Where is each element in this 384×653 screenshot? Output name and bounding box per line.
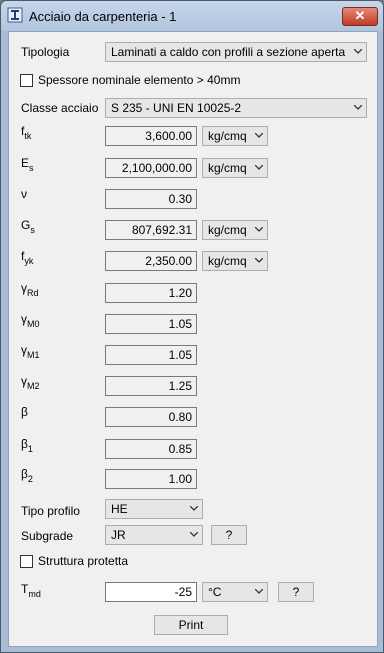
tmd-label [21,582,41,599]
unit-value: kg/cmq [208,254,247,268]
unit-select[interactable] [202,126,268,146]
title-bar[interactable] [1,1,383,31]
param-label [21,187,27,201]
param-value-field[interactable]: 2,100,000.00 [105,158,197,178]
tipologia-select[interactable] [105,42,367,62]
param-subscript: 1 [27,444,33,454]
tmd-symbol: T [21,582,29,596]
param-value-field[interactable]: 2,350.00 [105,251,197,271]
param-subscript: tk [24,131,32,141]
param-label [21,124,32,141]
param-value-field[interactable]: 3,600.00 [105,126,197,146]
unit-value: kg/cmq [208,161,247,175]
chevron-down-icon [354,105,362,111]
param-value-field[interactable]: 0.80 [105,407,197,427]
param-label [21,312,40,329]
param-symbol: β [21,405,28,419]
param-label [21,281,39,298]
param-value-field[interactable]: 807,692.31 [105,220,197,240]
tmd-unit-value: °C [208,585,222,599]
param-subscript: yk [24,256,34,266]
unit-select[interactable] [202,251,268,271]
tipologia-value: Laminati a caldo con profili a sezione aperta [111,45,346,59]
param-subscript: Rd [27,288,39,298]
chevron-down-icon [255,258,263,264]
param-subscript: 2 [27,474,33,484]
spessore-label: Spessore nominale elemento > 40mm [38,73,241,87]
unit-value: kg/cmq [208,223,247,237]
param-label [21,405,28,419]
param-symbol: γ [21,374,27,388]
spessore-checkbox[interactable] [20,74,33,87]
chevron-down-icon [190,532,198,538]
param-symbol: f [21,249,25,263]
param-subscript: M0 [27,319,40,329]
tipologia-label: Tipologia [21,45,70,59]
param-value-field[interactable]: 1.05 [105,345,197,365]
subgrade-help-button[interactable]: ? [211,525,247,545]
param-label [21,218,35,235]
param-value-field[interactable]: 1.05 [105,314,197,334]
param-label [21,467,33,484]
tipo-profilo-select[interactable] [105,499,203,519]
print-button[interactable]: Print [154,615,228,635]
param-label [21,343,40,360]
param-value-field[interactable]: 0.85 [105,439,197,459]
steel-beam-icon [7,7,23,23]
param-symbol: ν [21,187,27,201]
param-subscript: M2 [27,381,40,391]
chevron-down-icon [255,133,263,139]
unit-select[interactable] [202,158,268,178]
param-value-field[interactable]: 1.00 [105,469,197,489]
subgrade-select[interactable] [105,525,203,545]
param-symbol: γ [21,281,27,295]
param-value-field[interactable]: 1.20 [105,283,197,303]
tmd-unit-select[interactable] [202,582,268,602]
param-label [21,437,33,454]
close-button[interactable] [342,7,378,26]
classe-value: S 235 - UNI EN 10025-2 [111,101,242,115]
chevron-down-icon [190,506,198,512]
param-label [21,374,40,391]
param-symbol: G [21,218,31,232]
subgrade-label: Subgrade [21,529,74,543]
tmd-input[interactable]: -25 [105,582,197,602]
param-label [21,249,34,266]
param-symbol: β [21,437,28,451]
param-symbol: E [21,156,30,170]
subgrade-value: JR [111,528,126,542]
struttura-protetta-label: Struttura protetta [38,554,129,568]
param-value-field[interactable]: 1.25 [105,376,197,396]
classe-select[interactable] [105,98,367,118]
chevron-down-icon [354,49,362,55]
param-value-field[interactable]: 0.30 [105,189,197,209]
chevron-down-icon [255,589,263,595]
param-symbol: β [21,467,28,481]
close-icon: ✕ [354,8,366,23]
tmd-subscript: md [28,589,41,599]
param-label [21,156,34,173]
tmd-help-button[interactable]: ? [278,582,314,602]
param-subscript: s [29,163,34,173]
dialog-content [8,31,378,647]
struttura-protetta-checkbox[interactable] [20,555,33,568]
param-symbol: γ [21,312,27,326]
classe-label: Classe acciaio [21,101,99,115]
param-subscript: s [30,225,35,235]
param-symbol: γ [21,343,27,357]
unit-value: kg/cmq [208,129,247,143]
chevron-down-icon [255,165,263,171]
chevron-down-icon [255,227,263,233]
unit-select[interactable] [202,220,268,240]
window-title: Acciaio da carpenteria - 1 [29,9,177,24]
tipo-profilo-label: Tipo profilo [21,504,80,518]
param-subscript: M1 [27,350,40,360]
tipo-profilo-value: HE [111,502,128,516]
param-symbol: f [21,124,25,138]
